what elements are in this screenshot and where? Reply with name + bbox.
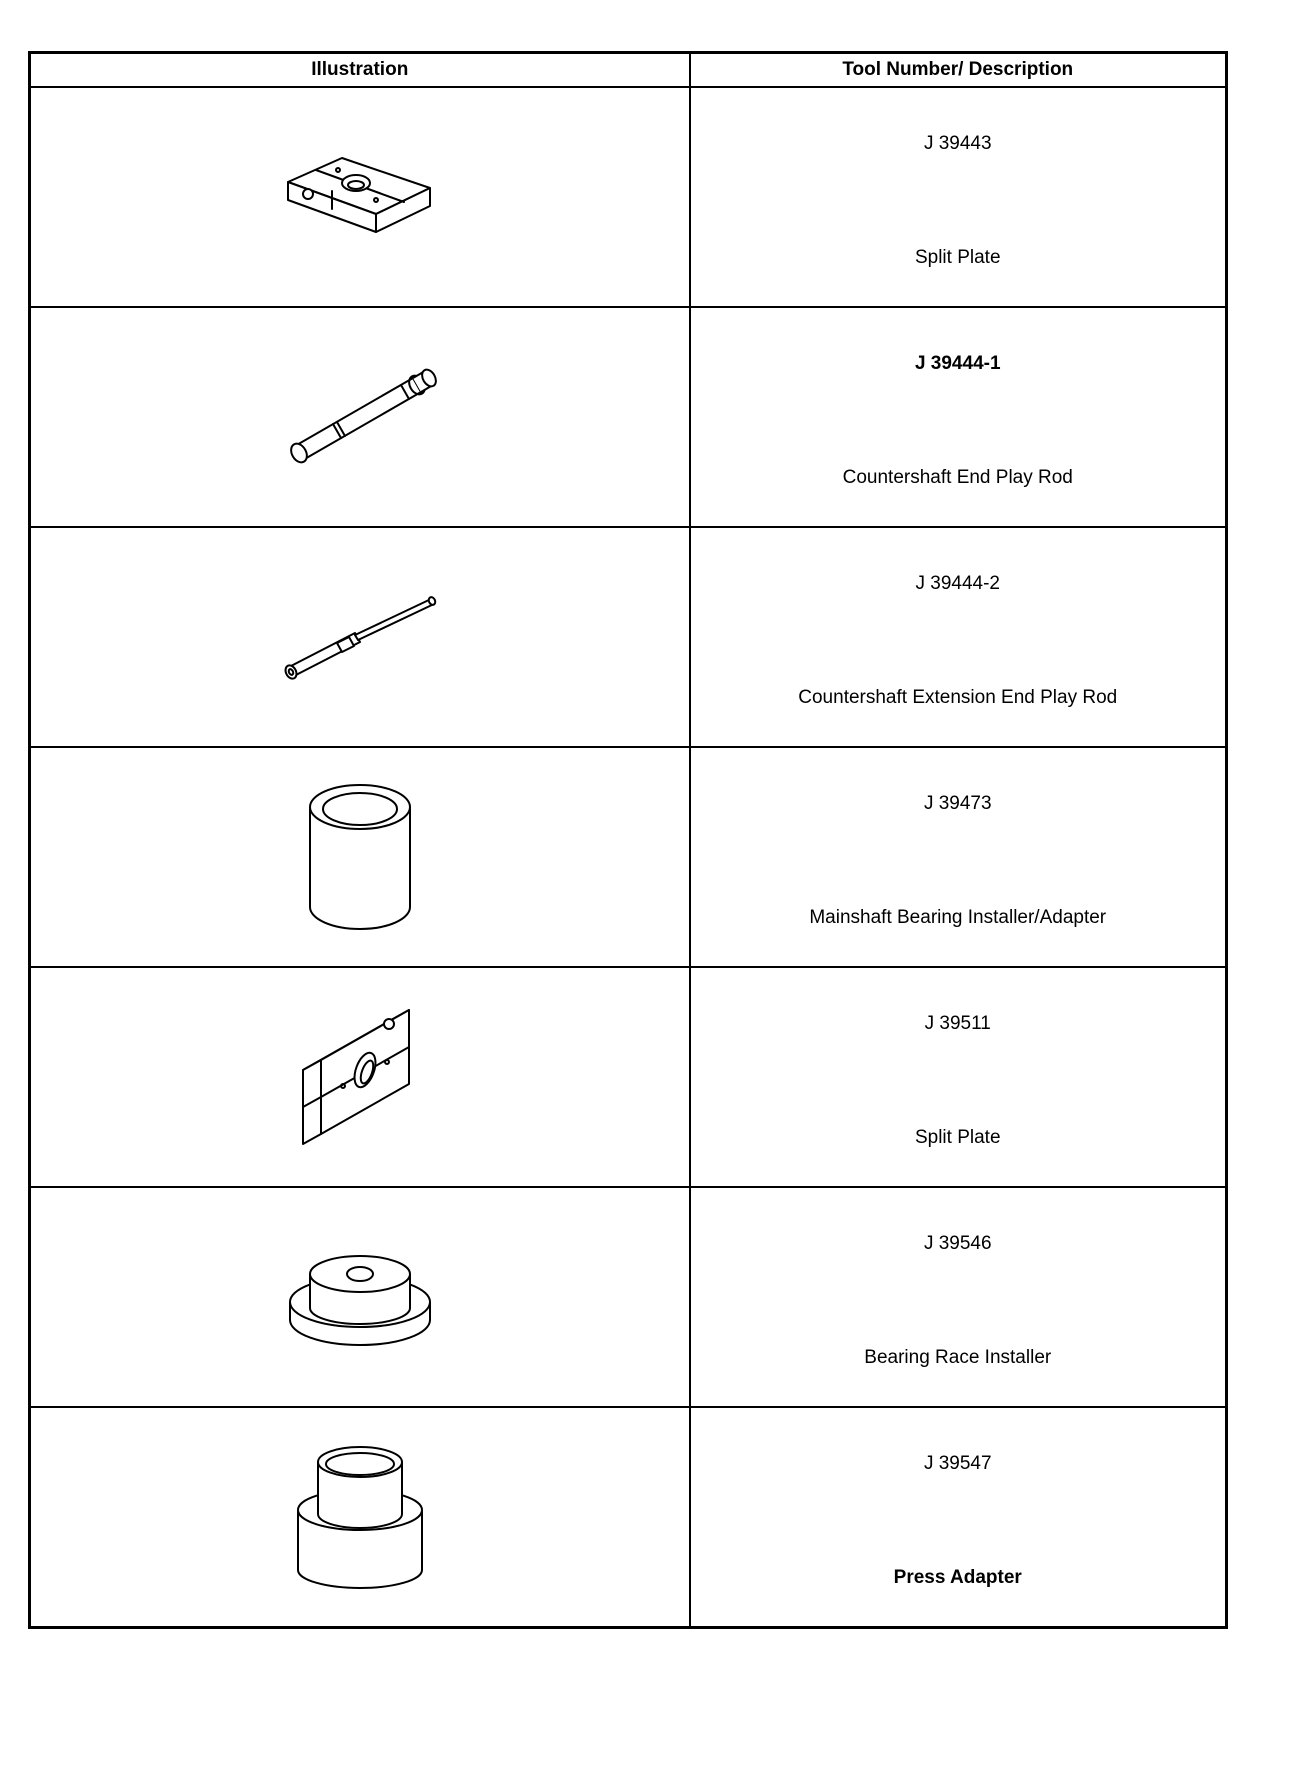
special-tools-table xyxy=(28,51,1228,1629)
tool-cell xyxy=(690,1187,1227,1407)
bearing-installer-cylinder-icon xyxy=(305,782,415,932)
tool-cell xyxy=(690,1407,1227,1628)
table-row xyxy=(30,967,1227,1187)
tool-number: J 39444-1 xyxy=(914,353,1001,374)
tool-cell xyxy=(690,747,1227,967)
table-row xyxy=(30,1407,1227,1628)
tool-description: Press Adapter xyxy=(893,1567,1022,1588)
split-plate-flat-icon xyxy=(280,152,440,242)
tool-cell xyxy=(690,87,1227,307)
illustration-cell xyxy=(30,527,690,747)
tool-cell xyxy=(690,527,1227,747)
table-row xyxy=(30,1187,1227,1407)
tool-number: J 39443 xyxy=(923,133,992,154)
tool-cell xyxy=(690,307,1227,527)
tool-description: Split Plate xyxy=(914,247,1001,268)
tool-description: Countershaft End Play Rod xyxy=(842,467,1073,488)
table-row xyxy=(30,307,1227,527)
tool-number: J 39444-2 xyxy=(915,573,1000,594)
press-adapter-icon xyxy=(290,1442,430,1592)
tool-number: J 39546 xyxy=(923,1233,992,1254)
header-row xyxy=(30,53,1227,88)
end-play-rod-icon xyxy=(275,362,445,472)
extension-end-play-rod-icon xyxy=(275,587,445,687)
header-tool-number-description: Tool Number/ Description xyxy=(690,53,1227,88)
tool-description: Bearing Race Installer xyxy=(864,1347,1052,1368)
tool-cell xyxy=(690,967,1227,1187)
tool-number: J 39511 xyxy=(924,1013,991,1034)
table-row xyxy=(30,747,1227,967)
illustration-cell xyxy=(30,87,690,307)
tool-description: Countershaft Extension End Play Rod xyxy=(798,687,1118,708)
race-installer-icon xyxy=(285,1242,435,1352)
table-row xyxy=(30,527,1227,747)
tool-description: Split Plate xyxy=(914,1127,1001,1148)
table-row xyxy=(30,87,1227,307)
tool-description: Mainshaft Bearing Installer/Adapter xyxy=(809,907,1107,928)
illustration-cell xyxy=(30,307,690,527)
tool-number: J 39473 xyxy=(923,793,992,814)
illustration-cell xyxy=(30,967,690,1187)
header-illustration: Illustration xyxy=(30,53,690,88)
tool-number: J 39547 xyxy=(923,1453,992,1474)
illustration-cell xyxy=(30,1407,690,1628)
illustration-cell xyxy=(30,747,690,967)
split-plate-upright-icon xyxy=(295,1002,425,1152)
illustration-cell xyxy=(30,1187,690,1407)
